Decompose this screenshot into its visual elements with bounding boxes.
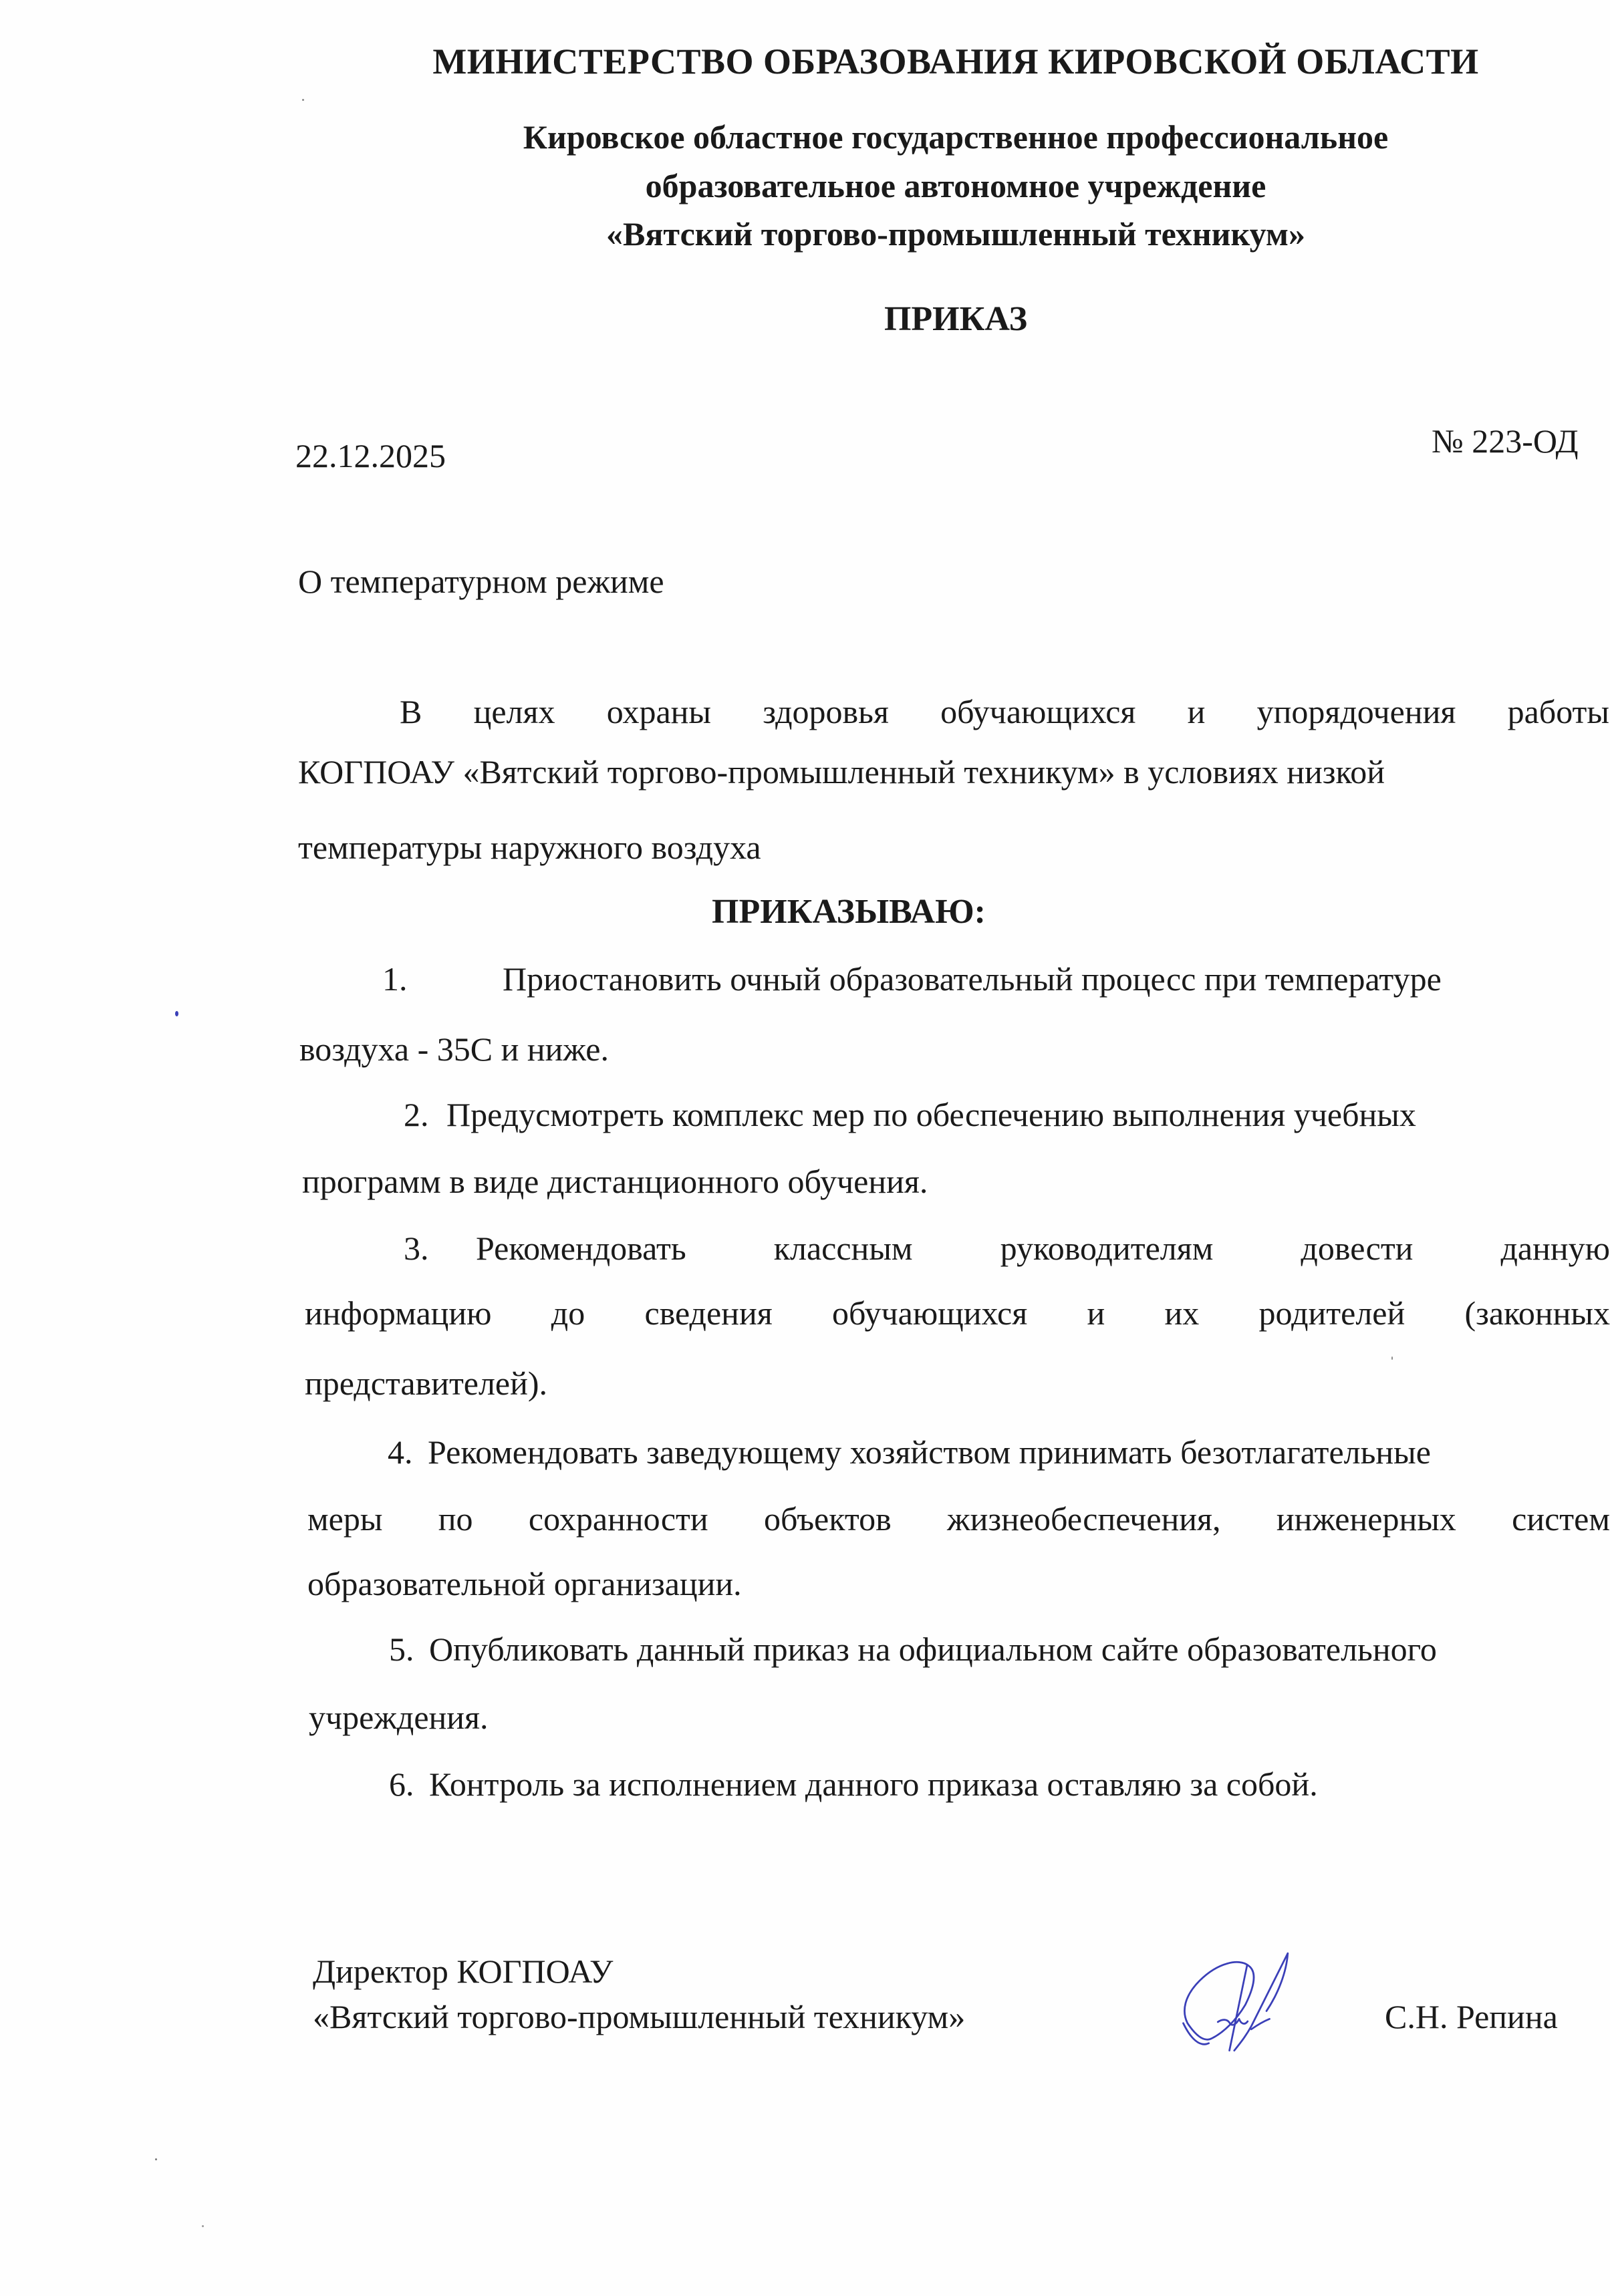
document-type-title: ПРИКАЗ xyxy=(884,300,1028,338)
signatory-position-line-1: Директор КОГПОАУ xyxy=(313,1953,614,1990)
item-text-line: информацию до сведения обучающихся и их родителей (законных xyxy=(305,1294,1610,1332)
preamble-line-2: КОГПОАУ «Вятский торгово-промышленный техникум» в условиях низкой xyxy=(298,753,1385,791)
item-text-line: Предусмотреть комплекс мер по обеспечению выполнения учебных xyxy=(446,1096,1416,1133)
ink-speck xyxy=(175,1011,178,1016)
item-text-line: программ в виде дистанционного обучения. xyxy=(302,1163,928,1200)
preamble-line-1: В целях охраны здоровья обучающихся и упорядочения работы xyxy=(400,693,1609,730)
item-number: 3. xyxy=(404,1230,429,1267)
org-name-line-2: образовательное автономное учреждение xyxy=(645,167,1266,204)
ministry-heading: МИНИСТЕРСТВО ОБРАЗОВАНИЯ КИРОВСКОЙ ОБЛАСТИ xyxy=(432,41,1479,82)
order-subject: О температурном режиме xyxy=(298,563,664,600)
item-text-line: Контроль за исполнением данного приказа оставляю за собой. xyxy=(429,1765,1318,1803)
scan-speck xyxy=(155,2158,157,2160)
scan-speck xyxy=(1391,1356,1393,1360)
item-text-line: представителей). xyxy=(305,1365,548,1402)
item-number: 5. xyxy=(389,1630,414,1668)
item-text-line: воздуха - 35С и ниже. xyxy=(299,1030,609,1068)
item-text-line: учреждения. xyxy=(309,1699,489,1736)
item-number: 6. xyxy=(389,1765,414,1803)
item-text-line: Рекомендовать заведующему хозяйством принимать безотлагательные xyxy=(428,1433,1431,1471)
scan-speck xyxy=(302,99,304,101)
item-text-line: Рекомендовать классным руководителям довести данную xyxy=(476,1230,1610,1267)
item-number: 1. xyxy=(382,960,408,998)
item-text-line: меры по сохранности объектов жизнеобеспечения, инженерных систем xyxy=(307,1500,1610,1538)
item-text-line: образовательной организации. xyxy=(307,1565,742,1602)
order-date: 22.12.2025 xyxy=(295,437,446,474)
item-number: 2. xyxy=(404,1096,429,1133)
order-number: № 223-ОД xyxy=(1432,422,1579,460)
preamble-line-3: температуры наружного воздуха xyxy=(298,829,761,866)
item-number: 4. xyxy=(388,1433,413,1471)
order-directive-word: ПРИКАЗЫВАЮ: xyxy=(712,893,986,931)
signatory-name: С.Н. Репина xyxy=(1385,1998,1558,2035)
item-text-line: Опубликовать данный приказ на официальном сайте образовательного xyxy=(429,1630,1437,1668)
signatory-position-line-2: «Вятский торгово-промышленный техникум» xyxy=(313,1998,966,2035)
handwritten-signature-icon xyxy=(1166,1941,1300,2075)
org-name-line-3: «Вятский торгово-промышленный техникум» xyxy=(606,215,1305,253)
org-name-line-1: Кировское областное государственное профессиональное xyxy=(523,118,1389,156)
item-text-line: Приостановить очный образовательный процесс при температуре xyxy=(503,960,1442,998)
scan-speck xyxy=(202,2225,204,2227)
